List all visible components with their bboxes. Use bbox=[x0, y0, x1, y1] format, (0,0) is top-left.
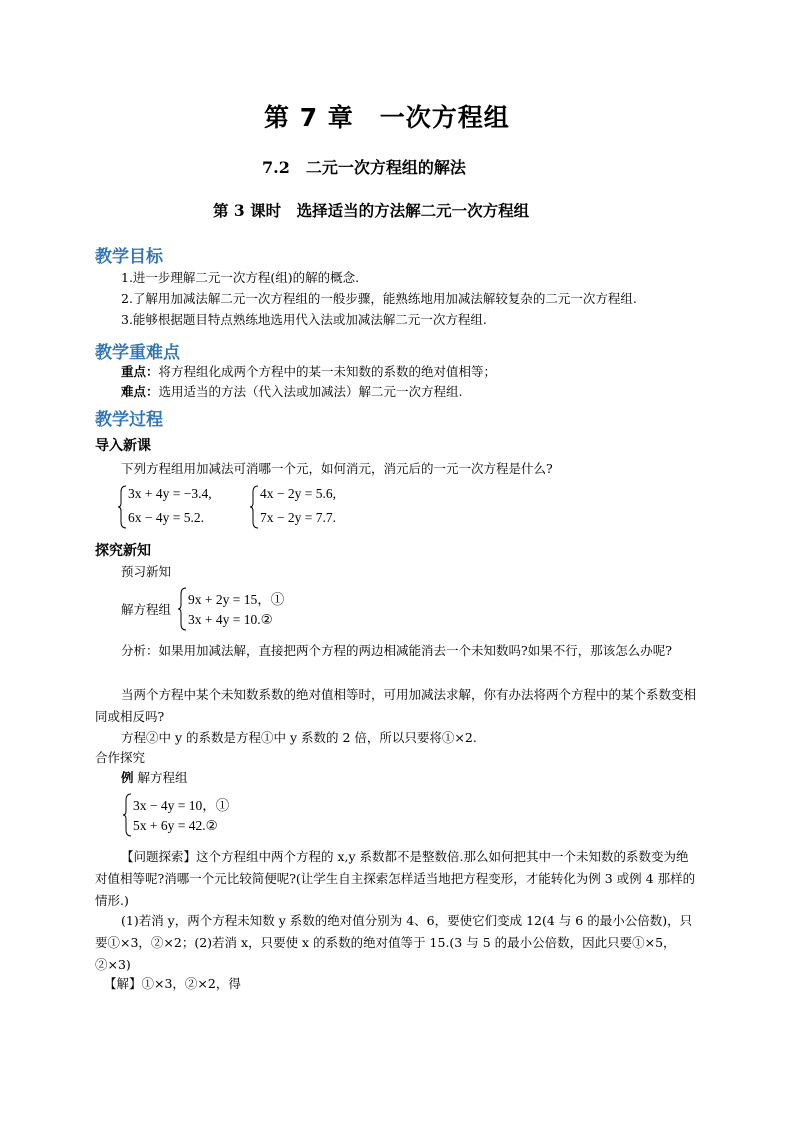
lesson-title: 第 3 课时 选择适当的方法解二元一次方程组 bbox=[213, 201, 530, 220]
explain-paragraph: (1)若消 y，两个方程未知数 y 系数的绝对值分别为 4、6，要使它们变成 12(4 与 6 的最小公倍数)，只要①×3，②×2；(2)若消 x，只要使 x 的系数的绝对值等于 15.(3 与 5 的最小公倍数，因此只要①×5，②×3) bbox=[95, 913, 693, 972]
solve-label: 解方程组 bbox=[121, 602, 172, 617]
example-label: 例 bbox=[121, 770, 134, 785]
difficulty-text: 选用适当的方法（代入法或加减法）解二元一次方程组. bbox=[158, 384, 463, 399]
equation: 5x + 6y = 42.② bbox=[133, 818, 218, 833]
intro-question: 下列方程组用加减法可消哪一个元，如何消元，消元后的一元一次方程是什么? bbox=[121, 461, 553, 476]
equation-system bbox=[250, 484, 370, 530]
equation-system bbox=[178, 586, 308, 632]
intro-heading: 导入新课 bbox=[95, 438, 151, 454]
goal-item: 1.进一步理解二元一次方程(组)的解的概念. bbox=[121, 270, 360, 285]
equation: 3x − 4y = 10，① bbox=[133, 798, 230, 813]
difficulty-point bbox=[121, 382, 463, 400]
equation: 9x + 2y = 15，① bbox=[188, 592, 285, 607]
equation: 4x − 2y = 5.6, bbox=[260, 486, 336, 501]
equation-system bbox=[118, 484, 238, 530]
equation: 3x + 4y = −3.4, bbox=[128, 486, 212, 501]
brace-icon bbox=[250, 484, 259, 530]
coop-heading: 合作探究 bbox=[95, 750, 146, 765]
goals-heading: 教学目标 bbox=[95, 247, 163, 267]
process-heading: 教学过程 bbox=[95, 410, 163, 430]
problem-explore-paragraph: 【问题探索】这个方程组中两个方程的 x,y 系数都不是整数倍.那么如何把其中一个未知数的系数变为绝对值相等呢?消哪一个元比较简便呢?(让学生自主探索怎样适当地把方程变形，才能转化为例 3 或例 4 那样的情形.) bbox=[95, 849, 696, 908]
brace-icon bbox=[123, 792, 132, 838]
difficulty-label: 难点： bbox=[121, 384, 159, 399]
solution-text: 【解】①×3，②×2，得 bbox=[104, 976, 241, 991]
equation: 7x − 2y = 7.7. bbox=[260, 510, 336, 525]
key-points-heading: 教学重难点 bbox=[95, 343, 180, 363]
goal-item: 2.了解用加减法解二元一次方程组的一般步骤，能熟练地用加减法解较复杂的二元一次方程组. bbox=[121, 291, 637, 306]
preview-label: 预习新知 bbox=[121, 564, 172, 579]
brace-icon bbox=[118, 484, 127, 530]
equation: 6x − 4y = 5.2. bbox=[128, 510, 204, 525]
key-label: 重点： bbox=[121, 364, 159, 379]
key-text: 将方程组化成两个方程中的某一未知数的系数的绝对值相等； bbox=[158, 364, 497, 379]
equation-system bbox=[123, 792, 253, 838]
example-text: 解方程组 bbox=[137, 770, 188, 785]
section-title: 7.2 二元一次方程组的解法 bbox=[262, 158, 466, 177]
example-line bbox=[121, 768, 188, 786]
note-text: 方程②中 y 的系数是方程①中 y 系数的 2 倍，所以只要将①×2. bbox=[121, 730, 477, 745]
equation: 3x + 4y = 10.② bbox=[188, 612, 273, 627]
explore-heading: 探究新知 bbox=[95, 543, 151, 559]
hint-paragraph: 当两个方程中某个未知数系数的绝对值相等时，可用加减法求解，你有办法将两个方程中的某个系数变相同或相反吗? bbox=[95, 687, 697, 724]
brace-icon bbox=[178, 586, 187, 632]
chapter-title: 第 7 章 一次方程组 bbox=[264, 103, 510, 132]
analysis-paragraph: 分析：如果用加减法解，直接把两个方程的两边相减能消去一个未知数吗?如果不行，那该怎么办呢? bbox=[121, 643, 672, 658]
key-point bbox=[121, 362, 496, 380]
goal-item: 3.能够根据题目特点熟练地选用代入法或加减法解二元一次方程组. bbox=[121, 312, 487, 327]
